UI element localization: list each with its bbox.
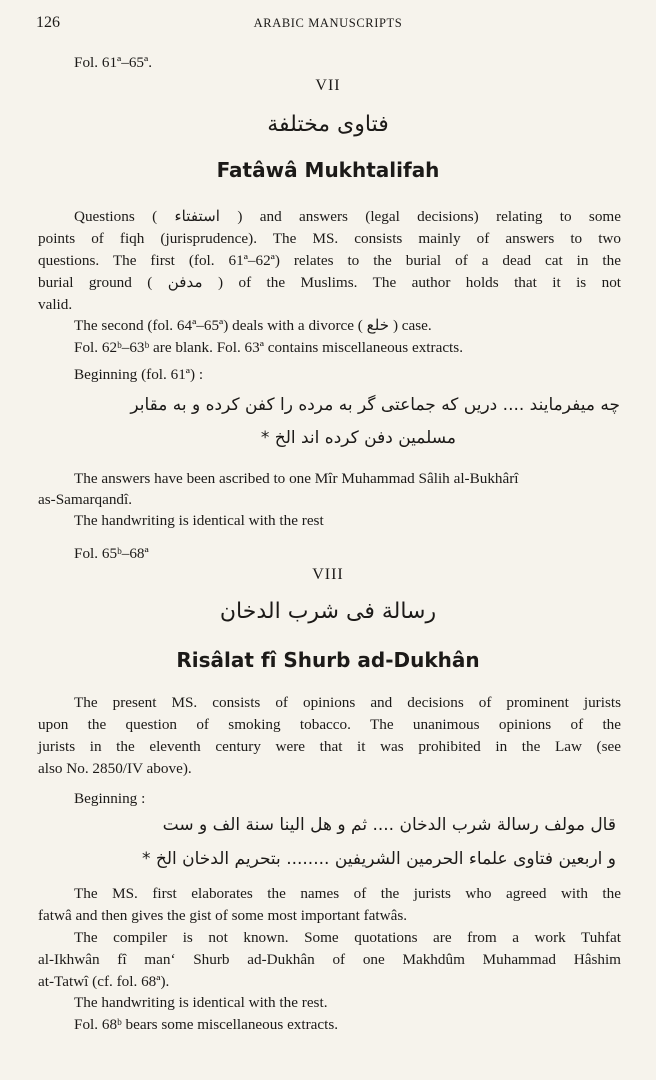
folio-range-vii: Fol. 61ª–65ª. bbox=[74, 54, 152, 71]
beginning-label: Beginning : bbox=[74, 790, 146, 807]
beginning-label: Beginning (fol. 61ª) : bbox=[74, 366, 204, 383]
para-line: The handwriting is identical with the rest. bbox=[74, 994, 328, 1011]
title-vii: Fatâwâ Mukhtalifah bbox=[216, 158, 440, 182]
arabic-beginning-line: چه میفرمایند .... دریں که جماعتی گر به مرده را کفن کرده و به مقابر bbox=[130, 395, 620, 415]
para-line: jurists in the eleventh century were that it was prohibited in the Law (see bbox=[38, 738, 621, 755]
para-line: The handwriting is identical with the rest bbox=[74, 512, 324, 529]
title-viii: Risâlat fî Shurb ad-Dukhân bbox=[176, 648, 480, 672]
para-line: The present MS. consists of opinions and decisions of prominent jurists bbox=[74, 694, 621, 711]
page-number: 126 bbox=[36, 14, 60, 31]
arabic-beginning-line: مسلمین دفن کرده اند الخ * bbox=[260, 428, 456, 448]
para-line: The second (fol. 64ª–65ª) deals with a divorce ( خلع ) case. bbox=[74, 317, 432, 334]
para-line: The compiler is not known. Some quotations are from a work Tuhfat bbox=[74, 929, 621, 946]
para-line: Fol. 62ᵇ–63ᵇ are blank. Fol. 63ª contains miscellaneous extracts. bbox=[74, 339, 463, 356]
para-line: burial ground ( مدفن ) of the Muslims. The author holds that it is not bbox=[38, 274, 622, 291]
arabic-title-vii: فتاوی مختلفة bbox=[267, 112, 389, 137]
para-line: The answers have been ascribed to one Mîr Muhammad Sâlih al-Bukhârî bbox=[74, 470, 519, 487]
para-line: The MS. first elaborates the names of the jurists who agreed with the bbox=[74, 885, 621, 902]
para-line: upon the question of smoking tobacco. The unanimous opinions of the bbox=[38, 716, 621, 733]
para-line: valid. bbox=[38, 296, 73, 313]
folio-range-viii: Fol. 65ᵇ–68ª bbox=[74, 545, 149, 562]
section-number-viii: VIII bbox=[312, 566, 344, 583]
para-line: questions. The first (fol. 61ª–62ª) relates to the burial of a dead cat in the bbox=[38, 252, 621, 269]
para-line: points of fiqh (jurisprudence). The MS. consists mainly of answers to two bbox=[38, 230, 621, 247]
para-line: Questions ( استفتاء ) and answers (legal decisions) relating to some bbox=[74, 208, 621, 225]
section-number-vii: VII bbox=[315, 77, 341, 94]
para-line: fatwâ and then gives the gist of some most important fatwâs. bbox=[38, 907, 408, 924]
running-head: ARABIC MANUSCRIPTS bbox=[253, 16, 403, 30]
para-line: Fol. 68ᵇ bears some miscellaneous extracts. bbox=[74, 1016, 339, 1033]
para-line: at-Tatwî (cf. fol. 68ª). bbox=[38, 973, 170, 990]
arabic-beginning-line: قال مولف رسالة شرب الدخان .... ثم و هل الينا سنة الف و ست bbox=[162, 815, 616, 835]
para-line: al-Ikhwân fî man‘ Shurb ad-Dukhân of one Makhdûm Muhammad Hâshim bbox=[38, 951, 621, 968]
para-line: also No. 2850/IV above). bbox=[38, 760, 192, 777]
arabic-title-viii: رسالة فی شرب الدخان bbox=[219, 599, 437, 624]
arabic-beginning-line: و اربعين فتاوی علماء الحرمين الشريفين ........ بتحريم الدخان الخ * bbox=[141, 849, 616, 869]
para-line: as-Samarqandî. bbox=[38, 491, 133, 508]
